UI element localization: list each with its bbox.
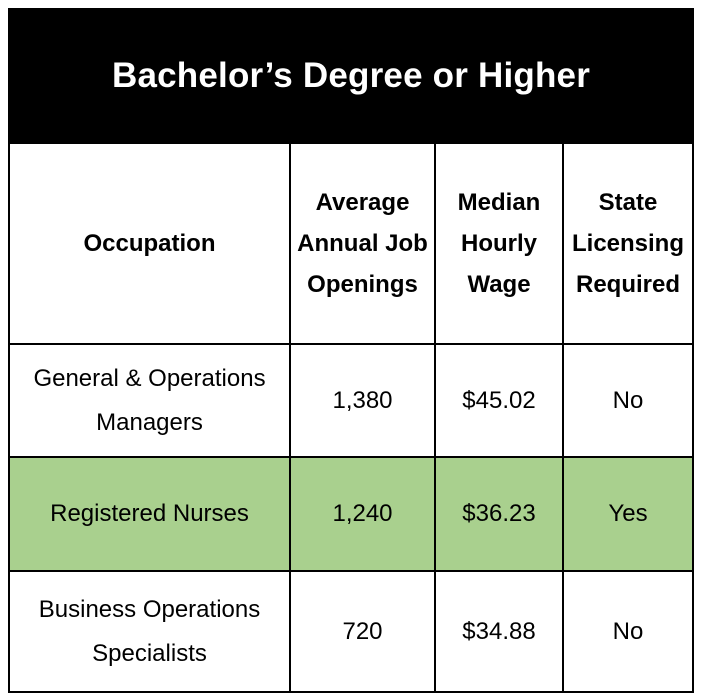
cell-median-wage: $45.02: [435, 344, 563, 457]
header-occupation: Occupation: [10, 144, 290, 344]
table-row-highlighted: [10, 457, 692, 571]
cell-state-licensing: No: [563, 344, 692, 457]
cell-median-wage: $34.88: [435, 571, 563, 691]
data-table: [10, 144, 692, 691]
cell-median-wage: $36.23: [435, 457, 563, 571]
table-title: Bachelor’s Degree or Higher: [111, 55, 591, 95]
header-state-licensing: State Licensing Required: [563, 144, 692, 344]
table-row: [10, 344, 692, 457]
cell-occupation: Registered Nurses: [10, 457, 290, 571]
cell-state-licensing: Yes: [563, 457, 692, 571]
cell-job-openings: 1,380: [290, 344, 435, 457]
cell-job-openings: 1,240: [290, 457, 435, 571]
header-job-openings: Average Annual Job Openings: [290, 144, 435, 344]
cell-job-openings: 720: [290, 571, 435, 691]
cell-occupation: Business Operations Specialists: [10, 571, 290, 691]
table-title-bar: [10, 10, 692, 144]
cell-occupation: General & Operations Managers: [10, 344, 290, 457]
header-median-wage: Median Hourly Wage: [435, 144, 563, 344]
table-row: [10, 571, 692, 691]
occupation-table: [8, 8, 694, 693]
header-row: [10, 144, 692, 344]
cell-state-licensing: No: [563, 571, 692, 691]
